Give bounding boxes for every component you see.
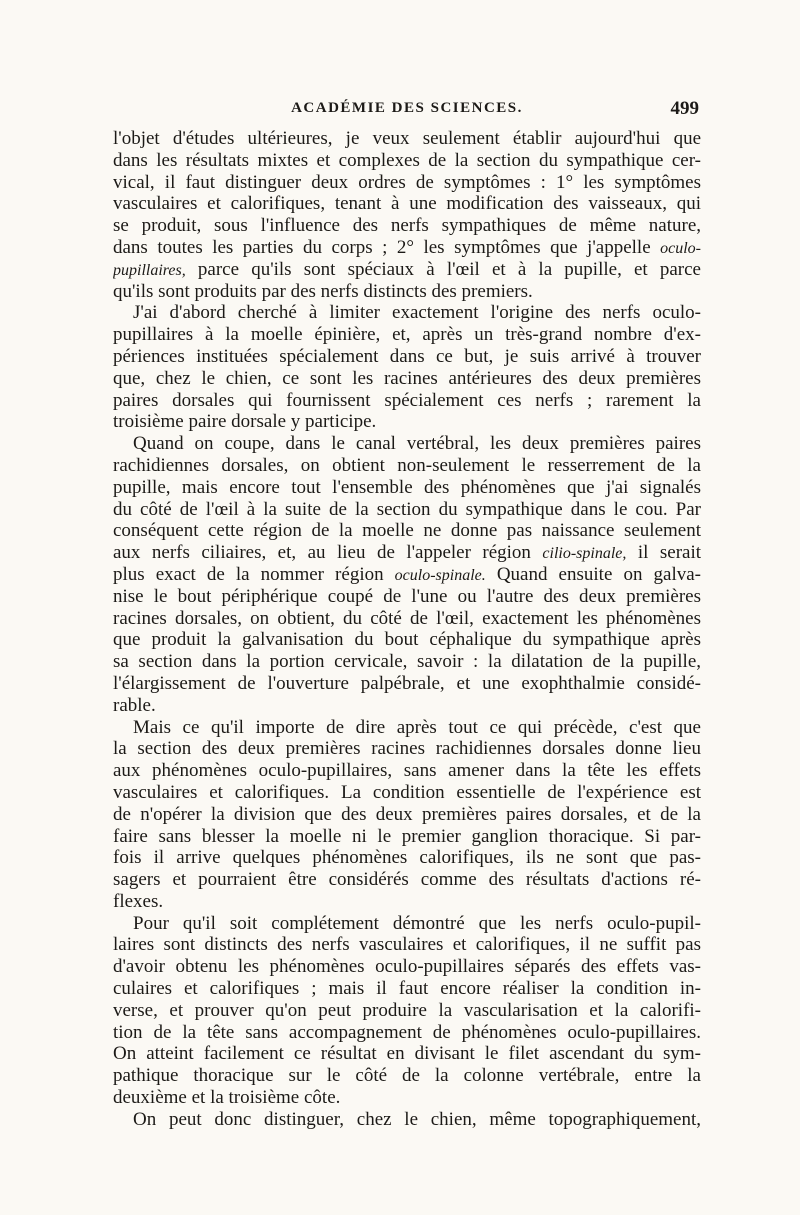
text-line: faire sans blesser la moelle ni le premier ganglion thoracique. Si par- xyxy=(113,825,701,847)
paragraph-3 xyxy=(113,433,701,716)
text-line: vasculaires et calorifiques, tenant à une modification des vaisseaux, qui xyxy=(113,193,701,215)
text-line: verse, et prouver qu'on peut produire la vascularisation et la calorifi- xyxy=(113,999,701,1021)
text-line: vasculaires et calorifiques. La condition essentielle de l'expérience est xyxy=(113,781,701,803)
page xyxy=(113,98,701,1131)
italic-term: oculo-spinale. xyxy=(394,566,486,584)
italic-term: oculo- xyxy=(660,239,701,257)
text-line: dans les résultats mixtes et complexes de la section du sympathique cer- xyxy=(113,149,701,171)
text-line: périences instituées spécialement dans ce but, je suis arrivé à trouver xyxy=(113,345,701,367)
text-line: d'avoir obtenu les phénomènes oculo-pupillaires séparés des effets vas- xyxy=(113,956,701,978)
paragraph-5 xyxy=(113,913,701,1109)
text-line: plus exact de la nommer région oculo-spinale. Quand ensuite on galva- xyxy=(113,563,701,585)
page-number: 499 xyxy=(670,98,699,119)
paragraph-2 xyxy=(113,302,701,433)
text-line: vical, il faut distinguer deux ordres de symptômes : 1° les symptômes xyxy=(113,171,701,193)
text-line: rable. xyxy=(113,694,156,716)
running-head-title: ACADÉMIE DES SCIENCES. xyxy=(291,100,523,116)
text-line: fois il arrive quelques phénomènes calorifiques, ils ne sont que pas- xyxy=(113,847,701,869)
text-line: flexes. xyxy=(113,890,164,912)
text-line: que produit la galvanisation du bout céphalique du sympathique après xyxy=(113,629,701,651)
text-line: se produit, sous l'influence des nerfs sympathiques de même nature, xyxy=(113,215,701,237)
text-line: Quand on coupe, dans le canal vertébral, les deux premières paires xyxy=(133,433,701,455)
italic-term: cilio-spinale, xyxy=(542,545,627,563)
text-line: On atteint facilement ce résultat en divisant le filet ascendant du sym- xyxy=(113,1043,701,1065)
text-line: pupillaires à la moelle épinière, et, après un très-grand nombre d'ex- xyxy=(113,324,701,346)
paragraph-1 xyxy=(113,128,701,302)
text-line: nise le bout périphérique coupé de l'une ou l'autre des deux premières xyxy=(113,585,701,607)
text-line: que, chez le chien, ce sont les racines antérieures des deux premières xyxy=(113,367,701,389)
text-line: aux phénomènes oculo-pupillaires, sans amener dans la tête les effets xyxy=(113,760,701,782)
text-line: On peut donc distinguer, chez le chien, même topographiquement, xyxy=(133,1108,701,1130)
text-line: conséquent cette région de la moelle ne donne pas naissance seulement xyxy=(113,520,701,542)
text-line: rachidiennes dorsales, on obtient non-seulement le resserrement de la xyxy=(113,454,701,476)
text-line: pupillaires, parce qu'ils sont spéciaux à l'œil et à la pupille, et parce xyxy=(113,258,701,280)
text-line: l'objet d'études ultérieures, je veux seulement établir aujourd'hui que xyxy=(113,128,701,149)
paragraph-6 xyxy=(113,1109,701,1131)
text-line: la section des deux premières racines rachidiennes dorsales donne lieu xyxy=(113,738,701,760)
text-line: dans toutes les parties du corps ; 2° les symptômes que j'appelle oculo- xyxy=(113,236,701,258)
text-line: pupille, mais encore tout l'ensemble des phénomènes que j'ai signalés xyxy=(113,476,701,498)
text-line: aux nerfs ciliaires, et, au lieu de l'appeler région cilio-spinale, il serait xyxy=(113,542,701,564)
text-line: sa section dans la portion cervicale, savoir : la dilatation de la pupille, xyxy=(113,651,701,673)
paragraph-4 xyxy=(113,717,701,913)
text-line: paires dorsales qui fournissent spécialement ces nerfs ; rarement la xyxy=(113,389,701,411)
text-line: l'élargissement de l'ouverture palpébrale, et une exophthalmie considé- xyxy=(113,672,701,694)
italic-term: pupillaires, xyxy=(113,261,186,279)
text-line: Mais ce qu'il importe de dire après tout ce qui précède, c'est que xyxy=(133,716,701,738)
text-line: culaires et calorifiques ; mais il faut encore réaliser la condition in- xyxy=(113,978,701,1000)
text-line: Pour qu'il soit complétement démontré que les nerfs oculo-pupil- xyxy=(133,912,701,934)
text-line: J'ai d'abord cherché à limiter exactement l'origine des nerfs oculo- xyxy=(133,302,701,324)
text-line: qu'ils sont produits par des nerfs distincts des premiers. xyxy=(113,280,533,302)
text-line: du côté de l'œil à la suite de la section du sympathique dans le cou. Par xyxy=(113,498,701,520)
text-line: laires sont distincts des nerfs vasculaires et calorifiques, il ne suffit pas xyxy=(113,934,701,956)
text-line: sagers et pourraient être considérés comme des résultats d'actions ré- xyxy=(113,869,701,891)
text-line: pathique thoracique sur le côté de la colonne vertébrale, entre la xyxy=(113,1065,701,1087)
text-line: tion de la tête sans accompagnement de phénomènes oculo-pupillaires. xyxy=(113,1021,701,1043)
text-line: racines dorsales, on obtient, du côté de l'œil, exactement les phénomènes xyxy=(113,607,701,629)
text-line: de n'opérer la division que des deux premières paires dorsales, et de la xyxy=(113,803,701,825)
text-line: deuxième et la troisième côte. xyxy=(113,1087,341,1109)
running-head xyxy=(113,98,701,128)
text-line: troisième paire dorsale y participe. xyxy=(113,411,377,433)
